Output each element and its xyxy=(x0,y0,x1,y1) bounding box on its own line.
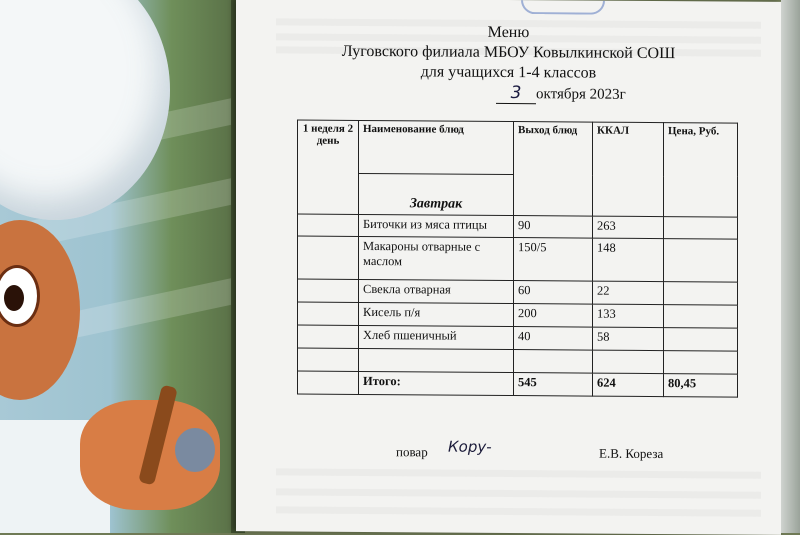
kcal-cell: 58 xyxy=(593,327,664,350)
menu-sheet xyxy=(236,0,781,535)
section-breakfast: Завтрак xyxy=(359,173,514,215)
class-range: для учащихся 1-4 классов xyxy=(420,63,597,82)
yield-header: Выход блюд xyxy=(514,122,593,217)
dish-cell: Биточки из мяса птицы xyxy=(359,214,514,237)
pepper-shaker xyxy=(175,428,215,472)
date-day: 3 xyxy=(496,83,536,104)
show-through-text xyxy=(276,488,761,498)
yield-cell: 60 xyxy=(514,281,593,305)
dish-cell: Макароны отварные с маслом xyxy=(359,236,514,280)
table-row xyxy=(298,236,738,282)
yield-cell: 40 xyxy=(514,327,593,351)
menu-table xyxy=(297,120,738,398)
price-cell xyxy=(664,239,738,283)
school-name: Луговского филиала МБОУ Ковылкинской СОШ xyxy=(341,42,676,63)
date-month-year: октября 2023г xyxy=(536,86,626,103)
total-yield: 545 xyxy=(514,373,593,397)
table-header-row xyxy=(298,120,738,176)
dish-name-header: Наименование блюд xyxy=(359,120,514,174)
kcal-cell: 22 xyxy=(593,281,664,304)
cook-signature: Кору- xyxy=(448,437,492,456)
cook-label: повар xyxy=(396,444,428,460)
price-cell xyxy=(664,305,738,329)
kcal-cell: 263 xyxy=(593,216,664,238)
price-cell xyxy=(664,217,738,240)
total-price: 80,45 xyxy=(664,374,738,398)
show-through-text xyxy=(276,506,761,516)
cartoon-chef-poster xyxy=(0,0,245,533)
cook-name: Е.В. Кореза xyxy=(599,445,664,462)
yield-cell: 150/5 xyxy=(514,238,593,282)
table-row xyxy=(298,325,738,351)
kcal-cell: 148 xyxy=(593,238,664,281)
week-day-header: 1 неделя 2 день xyxy=(298,120,359,214)
kcal-cell: 133 xyxy=(593,304,664,327)
total-label: Итого: xyxy=(359,371,514,395)
yield-cell: 200 xyxy=(514,304,593,328)
show-through-text xyxy=(276,468,761,478)
table-row xyxy=(298,302,738,328)
table-row xyxy=(298,214,738,239)
dish-cell: Кисель п/я xyxy=(359,302,514,326)
dish-cell: Свекла отварная xyxy=(359,279,514,303)
price-cell xyxy=(664,282,738,306)
menu-title: Меню xyxy=(487,23,530,42)
dish-cell: Хлеб пшеничный xyxy=(359,325,514,349)
price-header: Цена, Руб. xyxy=(664,123,738,218)
total-row xyxy=(298,371,738,397)
stamp-seal xyxy=(521,0,605,15)
chef-pupil xyxy=(4,285,24,311)
total-kcal: 624 xyxy=(593,373,664,396)
kcal-header: ККАЛ xyxy=(593,122,664,216)
empty-row xyxy=(298,348,738,374)
yield-cell: 90 xyxy=(514,216,593,239)
table-row xyxy=(298,279,738,305)
menu-date xyxy=(496,83,626,105)
chef-hat xyxy=(0,0,170,220)
price-cell xyxy=(664,328,738,352)
background-wall xyxy=(781,0,800,533)
